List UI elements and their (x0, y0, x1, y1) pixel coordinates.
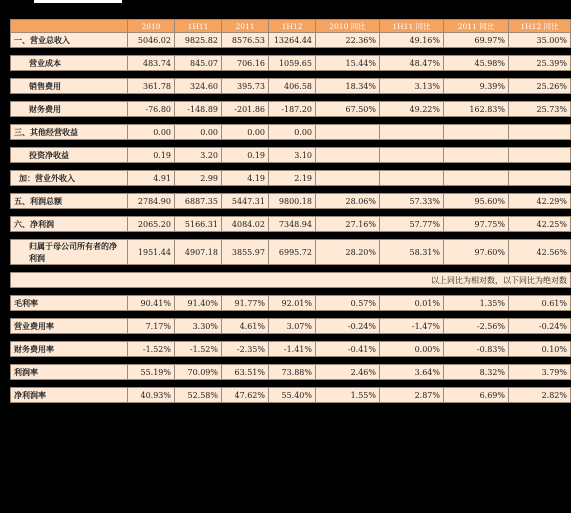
ratio-value: -1.52% (175, 342, 222, 357)
ratio-value: -2.35% (222, 342, 269, 357)
row-value: 5046.02 (128, 33, 175, 48)
row-label: 投资净收益 (11, 148, 128, 163)
row-value: 483.74 (128, 56, 175, 71)
row-gap (11, 140, 571, 148)
row-value: 49.16% (380, 33, 444, 48)
header-cell: 2011 同比 (444, 20, 509, 33)
row-value: 18.34% (316, 79, 380, 94)
row-value: 13264.44 (269, 33, 316, 48)
row-value: 28.20% (316, 240, 380, 265)
row-label: 六、净利润 (11, 217, 128, 232)
row-value: -201.86 (222, 102, 269, 117)
ratio-value: 2.87% (380, 388, 444, 403)
ratio-value: 2.82% (509, 388, 571, 403)
ratio-value: 55.19% (128, 365, 175, 380)
ratio-row (11, 319, 571, 334)
row-value: 7348.94 (269, 217, 316, 232)
row-value: 406.58 (269, 79, 316, 94)
ratio-value: 1.55% (316, 388, 380, 403)
row-value: 57.77% (380, 217, 444, 232)
ratio-value: -1.41% (269, 342, 316, 357)
row-value: 3.20 (175, 148, 222, 163)
row-label: 一、营业总收入 (11, 33, 128, 48)
table-row (11, 217, 571, 232)
row-value: 3.10 (269, 148, 316, 163)
row-value: 5166.31 (175, 217, 222, 232)
row-value: 1951.44 (128, 240, 175, 265)
row-value: 48.47% (380, 56, 444, 71)
row-value: 42.25% (509, 217, 571, 232)
row-gap (11, 71, 571, 79)
row-value: 22.36% (316, 33, 380, 48)
ratio-value: -0.24% (316, 319, 380, 334)
ratio-label: 营业费用率 (11, 319, 128, 334)
ratio-value: 3.64% (380, 365, 444, 380)
row-value: 45.98% (444, 56, 509, 71)
ratio-value: -0.24% (509, 319, 571, 334)
ratio-value: -1.52% (128, 342, 175, 357)
ratio-value: 2.46% (316, 365, 380, 380)
note-row (11, 273, 571, 288)
table-row (11, 33, 571, 48)
ratio-label: 毛利率 (11, 296, 128, 311)
ratio-value: 63.51% (222, 365, 269, 380)
header-cell: 1H12 同比 (509, 20, 571, 33)
table-row (11, 102, 571, 117)
note-text: 以上同比为相对数，以下同比为绝对数 (11, 273, 571, 288)
ratio-value: 3.30% (175, 319, 222, 334)
row-value: 4084.02 (222, 217, 269, 232)
ratio-value: 3.79% (509, 365, 571, 380)
table-row (11, 148, 571, 163)
row-value (316, 148, 380, 163)
ratio-row (11, 296, 571, 311)
ratio-value: 91.40% (175, 296, 222, 311)
row-value: 28.06% (316, 194, 380, 209)
table-row (11, 171, 571, 186)
row-value: 97.75% (444, 217, 509, 232)
row-value: 2784.90 (128, 194, 175, 209)
row-value: 25.26% (509, 79, 571, 94)
ratio-value: 0.00% (380, 342, 444, 357)
ratio-value: 0.57% (316, 296, 380, 311)
row-value: 2065.20 (128, 217, 175, 232)
row-value: 6887.35 (175, 194, 222, 209)
ratio-value: 0.10% (509, 342, 571, 357)
row-value: 2.19 (269, 171, 316, 186)
row-value: 67.50% (316, 102, 380, 117)
row-value (380, 148, 444, 163)
row-label: 加：营业外收入 (11, 171, 128, 186)
ratio-value: 47.62% (222, 388, 269, 403)
row-gap (11, 380, 571, 388)
row-value: 15.44% (316, 56, 380, 71)
row-value: 9825.82 (175, 33, 222, 48)
ratio-value: 40.93% (128, 388, 175, 403)
row-value (380, 125, 444, 140)
row-value: 97.60% (444, 240, 509, 265)
row-value: 57.33% (380, 194, 444, 209)
ratio-value: 6.69% (444, 388, 509, 403)
row-gap (11, 357, 571, 365)
ratio-value: 70.09% (175, 365, 222, 380)
row-value: 8576.53 (222, 33, 269, 48)
header-cell: 1H11 同比 (380, 20, 444, 33)
header-cell: 2011 (222, 20, 269, 33)
row-value: 361.78 (128, 79, 175, 94)
row-label: 营业成本 (11, 56, 128, 71)
row-gap (11, 288, 571, 296)
ratio-label: 净利润率 (11, 388, 128, 403)
row-value: 25.73% (509, 102, 571, 117)
ratio-value: 4.61% (222, 319, 269, 334)
row-value (380, 171, 444, 186)
ratio-value: -0.83% (444, 342, 509, 357)
row-gap (11, 311, 571, 319)
row-value: 35.00% (509, 33, 571, 48)
row-value: 4907.18 (175, 240, 222, 265)
ratio-label: 财务费用率 (11, 342, 128, 357)
header-cell: 1H12 (269, 20, 316, 33)
header-row (11, 20, 571, 33)
row-value (444, 148, 509, 163)
row-value: 42.29% (509, 194, 571, 209)
table-row (11, 56, 571, 71)
row-value: -187.20 (269, 102, 316, 117)
row-value: 49.22% (380, 102, 444, 117)
row-value: 27.16% (316, 217, 380, 232)
ratio-value: -2.56% (444, 319, 509, 334)
row-value (509, 148, 571, 163)
row-value: 4.91 (128, 171, 175, 186)
ratio-value: 52.58% (175, 388, 222, 403)
row-gap (11, 265, 571, 273)
ratio-value: -1.47% (380, 319, 444, 334)
ratio-value: 90.41% (128, 296, 175, 311)
row-gap (11, 117, 571, 125)
row-value: 4.19 (222, 171, 269, 186)
ratio-row (11, 365, 571, 380)
row-value: 0.00 (269, 125, 316, 140)
row-value: 3.13% (380, 79, 444, 94)
row-gap (11, 48, 571, 56)
table-row (11, 194, 571, 209)
ratio-value: 0.61% (509, 296, 571, 311)
table-row (11, 79, 571, 94)
row-value: 0.00 (222, 125, 269, 140)
row-gap (11, 209, 571, 217)
table-row (11, 125, 571, 140)
ratio-value: 55.40% (269, 388, 316, 403)
row-gap (11, 186, 571, 194)
row-label: 财务费用 (11, 102, 128, 117)
row-label: 归属于母公司所有者的净利润 (11, 240, 128, 265)
ratio-value: 7.17% (128, 319, 175, 334)
row-value: 69.97% (444, 33, 509, 48)
row-value: 9.39% (444, 79, 509, 94)
ratio-value: 0.01% (380, 296, 444, 311)
header-cell: 2010 同比 (316, 20, 380, 33)
ratio-value: -0.41% (316, 342, 380, 357)
row-gap (11, 94, 571, 102)
row-value: 162.83% (444, 102, 509, 117)
row-value (509, 125, 571, 140)
row-value: -148.89 (175, 102, 222, 117)
row-label: 五、利润总额 (11, 194, 128, 209)
ratio-value: 92.01% (269, 296, 316, 311)
ratio-value: 73.88% (269, 365, 316, 380)
row-label: 三、其他经营收益 (11, 125, 128, 140)
row-value: 3855.97 (222, 240, 269, 265)
row-value: 706.16 (222, 56, 269, 71)
row-value: 395.73 (222, 79, 269, 94)
row-value: 0.19 (222, 148, 269, 163)
ratio-value: 91.77% (222, 296, 269, 311)
top-bar (34, 0, 122, 3)
header-cell: 2010 (128, 20, 175, 33)
row-value: 25.39% (509, 56, 571, 71)
row-value: -76.80 (128, 102, 175, 117)
row-value: 9800.18 (269, 194, 316, 209)
row-value (444, 171, 509, 186)
row-value: 6995.72 (269, 240, 316, 265)
row-value: 0.00 (175, 125, 222, 140)
table-row (11, 240, 571, 265)
row-value (509, 171, 571, 186)
ratio-value: 3.07% (269, 319, 316, 334)
row-value (316, 125, 380, 140)
row-value: 324.60 (175, 79, 222, 94)
row-value: 42.56% (509, 240, 571, 265)
row-value: 2.99 (175, 171, 222, 186)
header-cell: 1H11 (175, 20, 222, 33)
row-value: 845.07 (175, 56, 222, 71)
row-value (316, 171, 380, 186)
ratio-label: 利润率 (11, 365, 128, 380)
row-gap (11, 163, 571, 171)
row-value: 58.31% (380, 240, 444, 265)
row-label: 销售费用 (11, 79, 128, 94)
row-value (444, 125, 509, 140)
row-gap (11, 334, 571, 342)
ratio-row (11, 342, 571, 357)
ratio-value: 8.32% (444, 365, 509, 380)
row-value: 1059.65 (269, 56, 316, 71)
row-value: 5447.31 (222, 194, 269, 209)
ratio-value: 1.35% (444, 296, 509, 311)
row-gap (11, 232, 571, 240)
row-value: 95.60% (444, 194, 509, 209)
row-value: 0.00 (128, 125, 175, 140)
row-value: 0.19 (128, 148, 175, 163)
header-cell (11, 20, 128, 33)
financial-table (10, 19, 571, 403)
ratio-row (11, 388, 571, 403)
